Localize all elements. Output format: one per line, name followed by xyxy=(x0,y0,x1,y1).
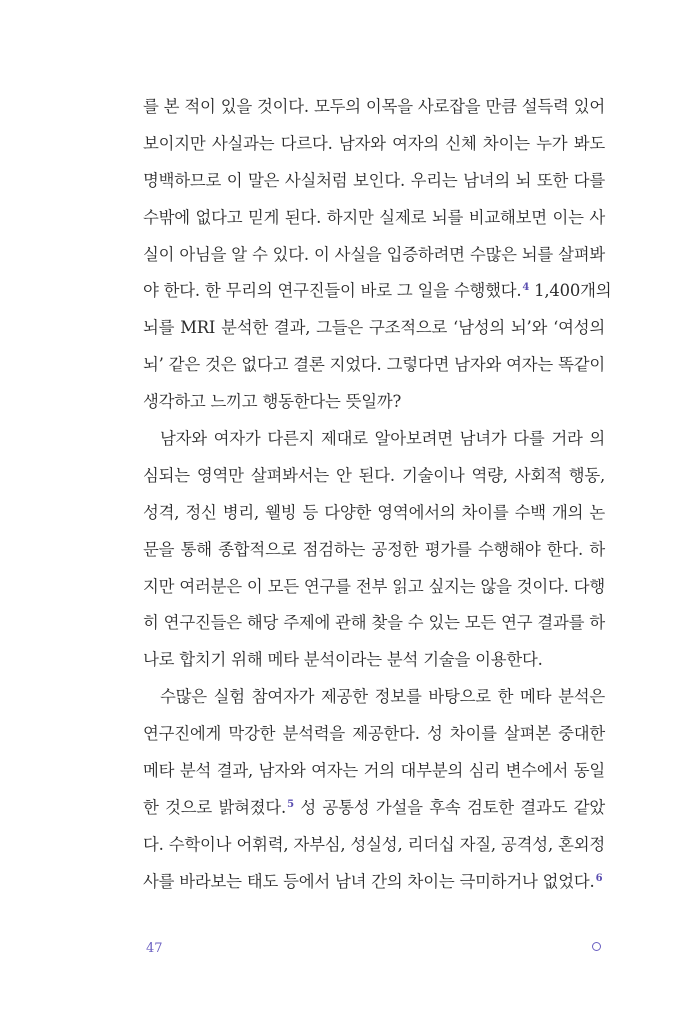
text-line: 다. 수학이나 어휘력, 자부심, 성실성, 리더십 자질, 공격성, 혼외정 xyxy=(143,834,605,854)
text-line xyxy=(143,273,612,310)
text-line: 히 연구진들은 해당 주제에 관해 찾을 수 있는 모든 연구 결과를 하 xyxy=(143,613,605,633)
text-segment: 사를 바라보는 태도 등에서 남녀 간의 차이는 극미하거나 없었다. xyxy=(143,871,595,891)
text-line: 뇌’ 같은 것은 없다고 결론 지었다. 그렇다면 남자와 여자는 똑같이 xyxy=(143,355,605,375)
page-number: 47 xyxy=(146,941,163,956)
text-line: 심되는 영역만 살펴봐서는 안 된다. 기술이나 역량, 사회적 행동, xyxy=(143,465,605,485)
text-line: 를 본 적이 있을 것이다. 모두의 이목을 사로잡을 만큼 설득력 있어 xyxy=(143,97,605,116)
text-line: 메타 분석 결과, 남자와 여자는 거의 대부분의 심리 변수에서 동일 xyxy=(143,761,605,781)
text-segment: 야 한다. 한 무리의 연구진들이 바로 그 일을 수행했다. xyxy=(143,281,522,301)
text-line xyxy=(143,864,605,901)
footnote-ref[interactable]: 5 xyxy=(287,798,294,810)
text-line: 연구진에게 막강한 분석력을 제공한다. 성 차이를 살펴본 중대한 xyxy=(143,724,605,744)
text-line: 문을 통해 종합적으로 점검하는 공정한 평가를 수행해야 한다. 하 xyxy=(143,539,605,559)
text-line: 명백하므로 이 말은 사실처럼 보인다. 우리는 남녀의 뇌 또한 다를 xyxy=(143,170,605,190)
text-line: 수많은 실험 참여자가 제공한 정보를 바탕으로 한 메타 분석은 xyxy=(160,687,605,707)
text-line: 나로 합치기 위해 메타 분석이라는 분석 기술을 이용한다. xyxy=(143,650,543,670)
text-line: 남자와 여자가 다른지 제대로 알아보려면 남녀가 다를 거라 의 xyxy=(160,429,605,449)
text-segment: 한 것으로 밝혀졌다. xyxy=(143,797,287,817)
body-text xyxy=(143,89,612,901)
footnote-ref[interactable]: 6 xyxy=(595,872,603,884)
text-segment: 성 공통성 가설을 후속 검토한 결과도 같았 xyxy=(293,797,605,817)
text-line: 뇌를 MRI 분석한 결과, 그들은 구조적으로 ‘남성의 뇌’와 ‘여성의 xyxy=(143,318,605,338)
text-line: 지만 여러분은 이 모든 연구를 전부 읽고 싶지는 않을 것이다. 다행 xyxy=(143,576,605,596)
text-line: 실이 아님을 알 수 있다. 이 사실을 입증하려면 수많은 뇌를 살펴봐 xyxy=(143,244,605,264)
text-line xyxy=(143,790,605,827)
circle-icon xyxy=(592,942,601,951)
text-segment: 1,400개의 xyxy=(529,281,612,301)
text-line: 수밖에 없다고 믿게 된다. 하지만 실제로 뇌를 비교해보면 이는 사 xyxy=(143,207,605,227)
text-line: 보이지만 사실과는 다르다. 남자와 여자의 신체 차이는 누가 봐도 xyxy=(143,133,605,153)
text-line: 생각하고 느끼고 행동한다는 뜻일까? xyxy=(143,392,402,412)
footnote-ref[interactable]: 4 xyxy=(522,282,530,294)
text-line: 성격, 정신 병리, 웰빙 등 다양한 영역에서의 차이를 수백 개의 논 xyxy=(143,502,605,522)
